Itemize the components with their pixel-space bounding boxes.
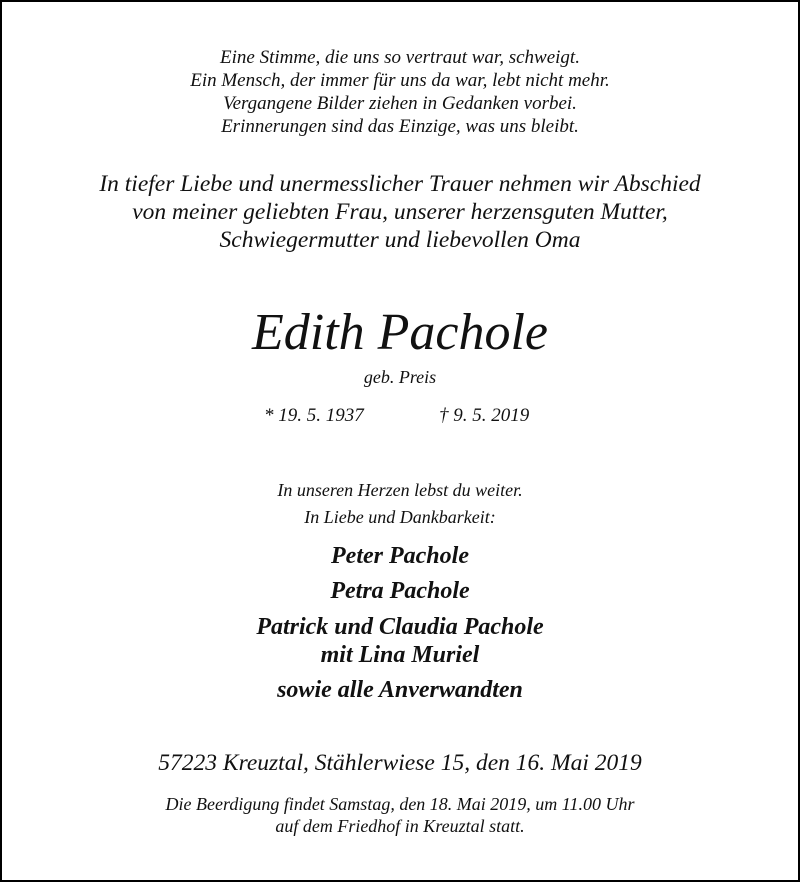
poem-line: Ein Mensch, der immer für uns da war, lebt nicht mehr. — [190, 70, 610, 91]
maiden-name: geb. Preis — [363, 367, 437, 387]
family-member: Petra Pachole — [330, 578, 470, 604]
family-member: mit Lina Muriel — [320, 642, 480, 668]
intro-line: von meiner geliebten Frau, unserer herzensguten Mutter, — [132, 199, 668, 225]
family-member: sowie alle Anverwandten — [277, 677, 523, 703]
tribute-line: In unseren Herzen lebst du weiter. — [277, 480, 523, 500]
intro-line: Schwiegermutter und liebevollen Oma — [219, 227, 581, 253]
tribute-line: In Liebe und Dankbarkeit: — [304, 507, 496, 527]
death-date: † 9. 5. 2019 — [439, 405, 530, 426]
funeral-info-line: auf dem Friedhof in Kreuztal statt. — [275, 816, 525, 836]
family-member: Patrick und Claudia Pachole — [256, 614, 544, 640]
funeral-info-line: Die Beerdigung findet Samstag, den 18. Mai 2019, um 11.00 Uhr — [165, 794, 635, 814]
family-member: Peter Pachole — [331, 543, 469, 569]
birth-date: * 19. 5. 1937 — [264, 405, 364, 426]
place-and-date: 57223 Kreuztal, Stählerwiese 15, den 16. Mai 2019 — [158, 750, 642, 776]
poem-line: Vergangene Bilder ziehen in Gedanken vorbei. — [223, 93, 577, 114]
poem-line: Erinnerungen sind das Einzige, was uns bleibt. — [221, 116, 579, 137]
poem-line: Eine Stimme, die uns so vertraut war, schweigt. — [220, 47, 580, 68]
deceased-name: Edith Pachole — [251, 304, 549, 361]
intro-line: In tiefer Liebe und unermesslicher Trauer nehmen wir Abschied — [99, 171, 701, 197]
